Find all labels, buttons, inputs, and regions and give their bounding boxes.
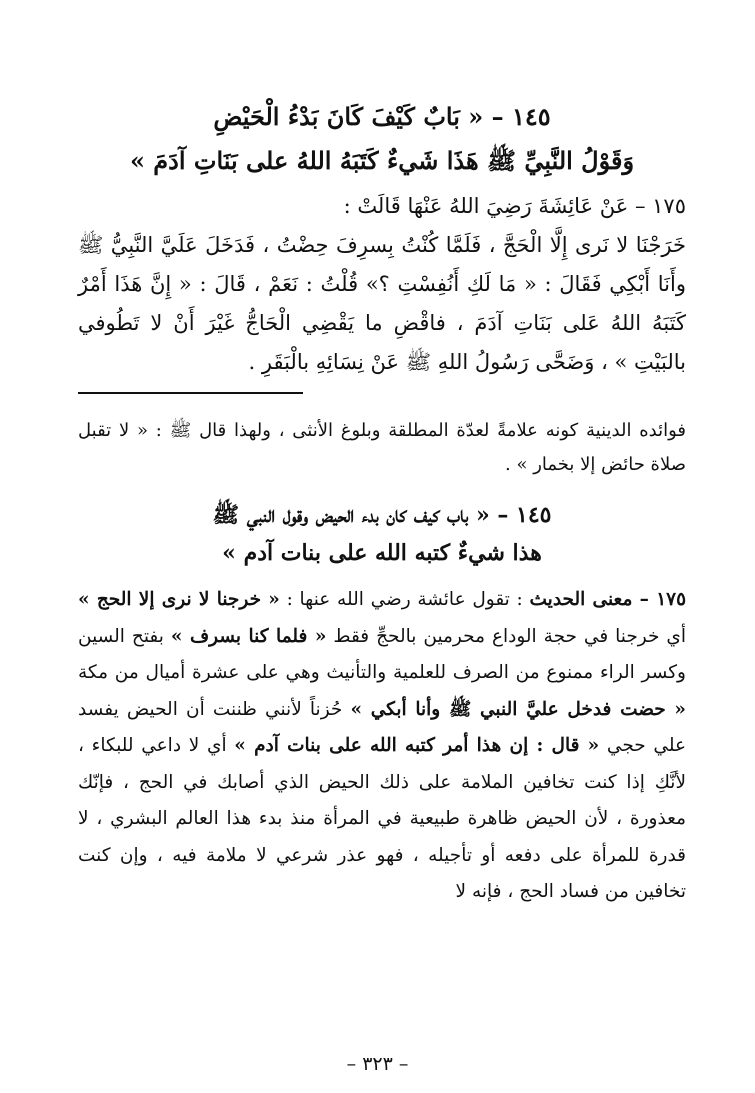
- commentary-title-line1: ١٤٥ – « باب كيف كان بدء الحيض وقول النبي ﷺ: [212, 502, 552, 528]
- commentary-segment-1: : تقول عائشة رضي الله عنها :: [279, 589, 530, 610]
- chapter-title-line1: ١٤٥ – « بَابٌ كَيْفَ كَانَ بَدْءُ الْحَيْضِ: [213, 102, 551, 131]
- commentary-paragraph: [78, 582, 686, 911]
- commentary-segment-3: بفتح السين وكسر الراء ممنوع من الصرف للعلمية والتأنيث وهي على عشرة أميال من مكة: [78, 625, 686, 683]
- hadith-meaning-label: ١٧٥ – معنى الحديث: [529, 589, 687, 610]
- hadith-intro: ١٧٥ – عَنْ عَائِشَةَ رَضِيَ اللهُ عَنْهَا قَالَتْ :: [343, 194, 686, 218]
- commentary-title: [78, 496, 686, 572]
- chapter-title-line2: وَقَوْلُ النَّبِيِّ ﷺ هَذَا شَيءٌ كَتَبَهُ اللهُ على بَنَاتِ آدَمَ »: [129, 146, 635, 175]
- commentary-segment-2: أي خرجنا في حجة الوداع محرمين بالحجِّ فقط: [326, 625, 686, 647]
- commentary-segment-5: أي لا داعي للبكاء ، لأنَّكِ إذا كنت تخافين الملامة على ذلك الحيض الذي أصابك في الحج ، فإنّك معذورة ، لأن الحيض ظاهرة طبيعية في المرأة منذ بدء هذا العالم البشري ، لا قدرة للمرأة على دفعه أو تأجيله ، فهو عذر شرعي لا ملامة فيه ، وإن كنت تخافين من فساد الحج ، فإنه لا: [78, 735, 686, 902]
- quote-3: « حضت فدخل عليَّ النبي ﷺ وأنا أبكي »: [350, 698, 686, 720]
- fawaid-text: فوائده الدينية كونه علامةً لعدّة المطلقة وبلوغ الأنثى ، ولهذا قال ﷺ : « لا تقبل صلاة حائض إلا بخمار » .: [78, 420, 686, 475]
- commentary-segment-4: حُزناً لأنني ظننت أن الحيض يفسد علي حجي: [78, 698, 686, 756]
- hadith-text: [78, 187, 686, 382]
- hadith-body: خَرَجْنَا لا نَرى إِلَّا الْحَجَّ ، فَلَمَّا كُنْتُ بِسرِفَ حِضْتُ ، فَدَخَلَ عَلَيَّ النَّبِيُّ ﷺ وأَنَا أَبْكِي فَقَالَ : « مَا لَكِ أَنُفِسْتِ ؟» قُلْتُ : نَعَمْ ، قَالَ : « إِنَّ هَذَا أَمْرٌ كَتَبَهُ اللهُ عَلى بَنَاتِ آدَمَ ، فاقْضِ ما يَقْضِي الْحَاجُّ غَيْرَ أَنْ لا تَطُوفي بالبَيْتِ » ، وَضَحَّى رَسُولُ اللهِ ﷺ عَنْ نِسَائِهِ بالْبَقَرِ .: [78, 233, 686, 374]
- quote-2: « فلما كنا بسرف »: [170, 625, 327, 647]
- commentary-title-line2: هذا شيءٌ كتبه الله على بنات آدم »: [222, 540, 542, 566]
- commentary-body: [78, 582, 686, 911]
- separator-line: [78, 392, 303, 394]
- fawaid-paragraph: [78, 414, 686, 482]
- quote-1: « خرجنا لا نرى إلا الحج »: [78, 589, 280, 610]
- page-number: – ٣٢٣ –: [346, 1053, 409, 1075]
- chapter-title: [78, 95, 686, 183]
- separator: [78, 382, 686, 414]
- quote-4: « قال : إن هذا أمر كتبه الله على بنات آدم »: [234, 735, 600, 756]
- page-body: [78, 95, 686, 911]
